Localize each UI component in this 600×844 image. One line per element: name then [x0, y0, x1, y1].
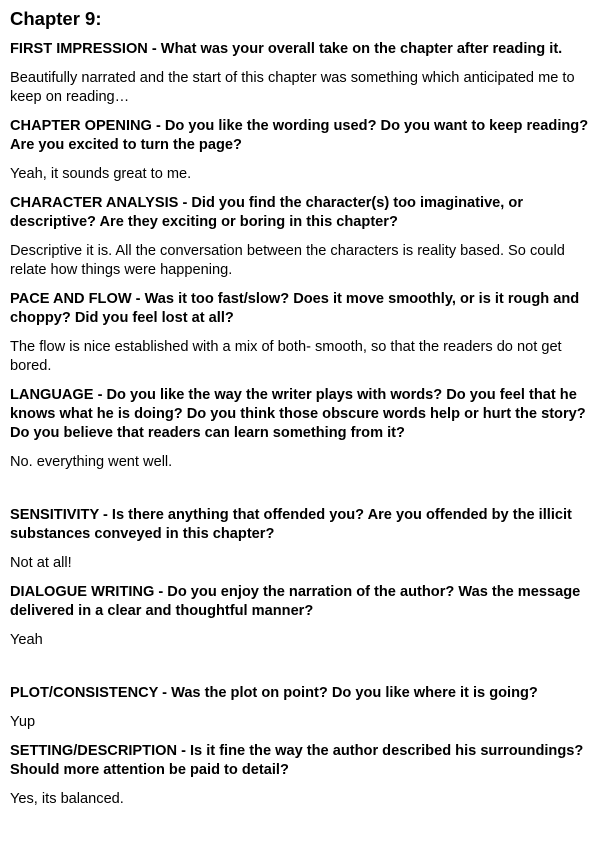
section-plot-consistency [10, 684, 594, 732]
question-pace-and-flow: PACE AND FLOW - Was it too fast/slow? Does it move smoothly, or is it rough and choppy? Did you feel lost at all? [10, 291, 580, 326]
document-page [10, 8, 594, 819]
question-dialogue-writing: DIALOGUE WRITING - Do you enjoy the narration of the author? Was the message delivered in a clear and thoughtful manner? [10, 584, 581, 619]
answer-dialogue-writing: Yeah [10, 632, 43, 648]
answer-sensitivity: Not at all! [10, 555, 72, 571]
section-language [10, 386, 594, 472]
question-setting-description: SETTING/DESCRIPTION - Is it fine the way the author described his surroundings? Should more attention be paid to detail? [10, 743, 584, 778]
answer-plot-consistency: Yup [10, 714, 36, 730]
answer-chapter-opening: Yeah, it sounds great to me. [10, 166, 192, 182]
section-dialogue-writing [10, 583, 594, 650]
section-sensitivity [10, 506, 594, 573]
section-character-analysis [10, 194, 594, 280]
question-plot-consistency: PLOT/CONSISTENCY - Was the plot on point? Do you like where it is going? [10, 685, 538, 701]
answer-language: No. everything went well. [10, 454, 173, 470]
section-pace-and-flow [10, 290, 594, 376]
question-chapter-opening: CHAPTER OPENING - Do you like the wording used? Do you want to keep reading? Are you excited to turn the page? [10, 118, 589, 153]
question-language: LANGUAGE - Do you like the way the writer plays with words? Do you feel that he knows what he is doing? Do you think those obscure words help or hurt the story? Do you believe that readers can learn something from it? [10, 387, 586, 441]
question-first-impression: FIRST IMPRESSION - What was your overall take on the chapter after reading it. [10, 41, 563, 57]
section-first-impression [10, 40, 594, 107]
question-sensitivity: SENSITIVITY - Is there anything that offended you? Are you offended by the illicit substances conveyed in this chapter? [10, 507, 572, 542]
question-character-analysis: CHARACTER ANALYSIS - Did you find the character(s) too imaginative, or descriptive? Are they exciting or boring in this chapter? [10, 195, 524, 230]
answer-setting-description: Yes, its balanced. [10, 791, 124, 807]
section-setting-description [10, 742, 594, 809]
section-chapter-opening [10, 117, 594, 184]
answer-character-analysis: Descriptive it is. All the conversation between the characters is reality based. So could relate how things were happening. [10, 243, 565, 278]
answer-first-impression: Beautifully narrated and the start of this chapter was something which anticipated me to keep on reading… [10, 70, 575, 105]
answer-pace-and-flow: The flow is nice established with a mix of both- smooth, so that the readers do not get bored. [10, 339, 562, 374]
page-title: Chapter 9: [10, 8, 102, 29]
